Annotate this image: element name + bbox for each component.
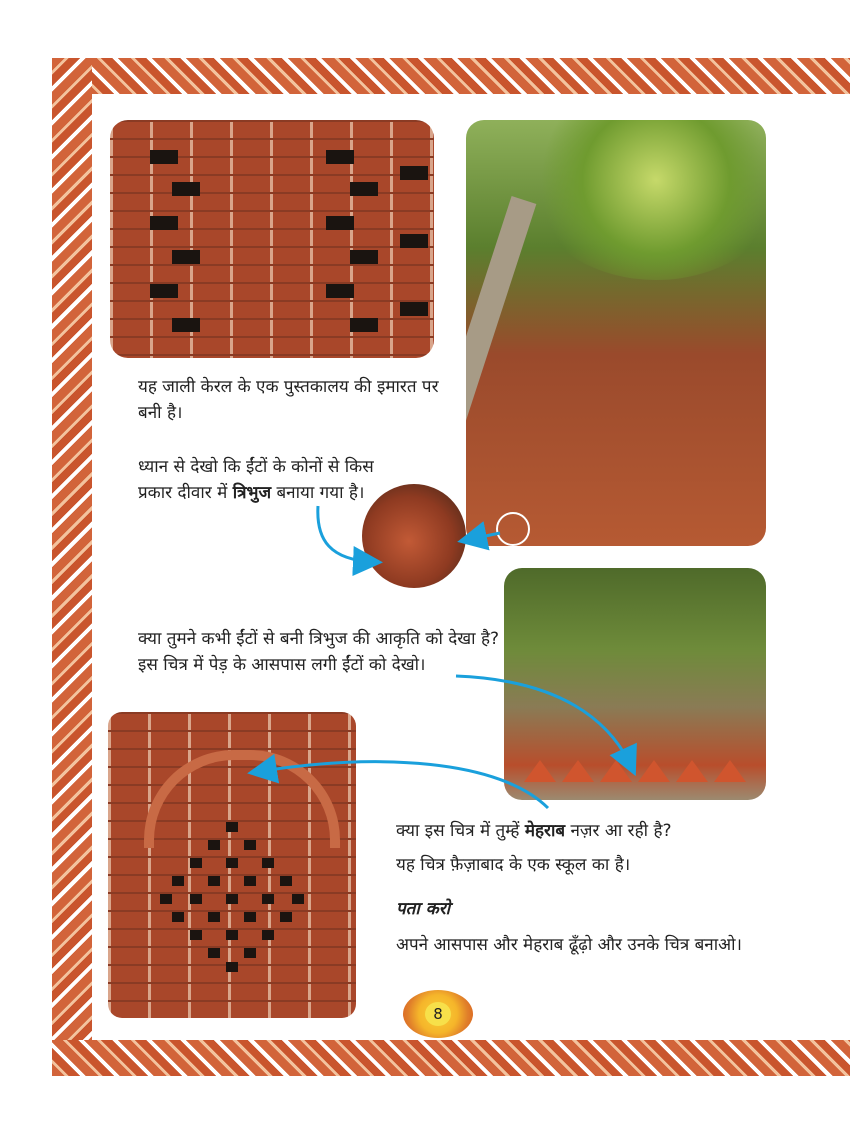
palm-trunk [466, 196, 536, 546]
question-arch-text: क्या इस चित्र में तुम्हें [396, 821, 525, 841]
arch-wall-photo [108, 712, 356, 1018]
activity-instruction: अपने आसपास और मेहराब ढूँढ़ो और उनके चित्र बनाओ। [396, 935, 742, 955]
diamond-jali-pattern [160, 822, 304, 972]
tree-brick-triangles-photo [504, 568, 766, 800]
caption-triangle-text-end: बनाया गया है। [271, 483, 365, 503]
caption-triangle-corners [138, 454, 406, 506]
find-out-heading: पता करो [396, 899, 451, 919]
caption-triangle-text: ध्यान से देखो कि ईंटों के कोनों से किस प्रकार दीवार में [138, 457, 374, 503]
decorative-border-bottom [52, 1040, 850, 1076]
decorative-border-left [52, 58, 92, 1076]
caption-library-jali: यह जाली केरल के एक पुस्तकालय की इमारत पर बनी है। [138, 377, 439, 423]
palm-canopy [526, 120, 766, 280]
question-arch [396, 818, 756, 844]
palm-tree-jali-photo [466, 120, 766, 546]
page-number-badge [403, 990, 473, 1038]
caption-school: यह चित्र फ़ैज़ाबाद के एक स्कूल का है। [396, 855, 631, 875]
brick-jali-photo [110, 120, 434, 358]
highlight-circle [496, 512, 530, 546]
keyword-triangle: त्रिभुज [232, 483, 272, 503]
page-number: 8 [425, 1002, 451, 1026]
caption-tree-triangles: क्या तुमने कभी ईंटों से बनी त्रिभुज की आकृति को देखा है? इस चित्र में पेड़ के आसपास लगी ईंटों को देखो। [138, 629, 500, 675]
keyword-arch: मेहराब [524, 821, 566, 841]
question-arch-text-end: नज़र आ रही है? [565, 821, 672, 841]
decorative-border-top [52, 58, 850, 94]
